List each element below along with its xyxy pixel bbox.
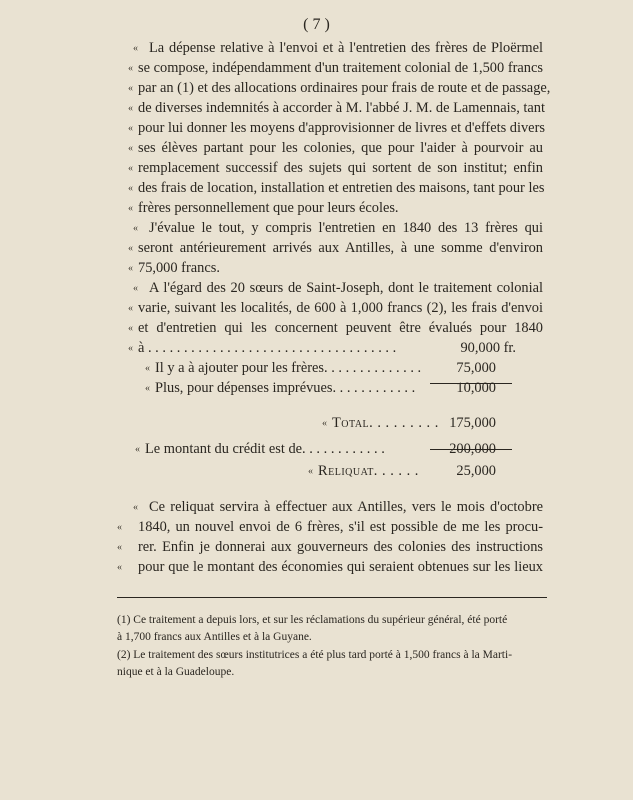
text-line: La dépense relative à l'envoi et à l'entretien des frères de Ploërmel <box>149 40 543 56</box>
text-line: se compose, indépendamment d'un traitement colonial de 1,500 francs <box>138 60 543 76</box>
credit-amount: 200,000 <box>449 441 496 457</box>
text-line: pour lui donner les moyens d'approvisionner de livres et d'effets divers <box>138 120 545 136</box>
account-amount: 75,000 <box>456 360 496 376</box>
quote-mark: « <box>308 466 313 477</box>
quote-mark: « <box>128 163 133 174</box>
text-line: de diverses indemnités à accorder à M. l'abbé J. M. de Lamennais, tant <box>138 100 545 116</box>
quote-mark: « <box>322 418 327 429</box>
quote-mark: « <box>128 303 133 314</box>
footnote-line: (2) Le traitement des sœurs institutrices a été plus tard porté à 1,500 francs à la Marti- <box>117 649 513 661</box>
quote-mark: « <box>145 363 150 374</box>
quote-mark: « <box>133 502 138 513</box>
quote-mark: « <box>117 542 122 553</box>
sum-rule <box>430 383 512 384</box>
quote-mark: « <box>128 243 133 254</box>
account-amount: 90,000 fr. <box>460 340 516 356</box>
text-line: A l'égard des 20 sœurs de Saint-Joseph, dont le traitement colonial <box>149 280 543 296</box>
quote-mark: « <box>128 83 133 94</box>
quote-mark: « <box>128 263 133 274</box>
quote-mark: « <box>117 562 122 573</box>
quote-mark: « <box>128 183 133 194</box>
credit-label: Le montant du crédit est de. . . . . . . . . . . . <box>145 441 385 457</box>
reliquat-amount: 25,000 <box>456 463 496 479</box>
account-label: Plus, pour dépenses imprévues. . . . . . . . . . . . <box>155 380 416 396</box>
quote-mark: « <box>128 103 133 114</box>
text-line: rer. Enfin je donnerai aux gouverneurs des colonies des instructions <box>138 539 543 555</box>
quote-mark: « <box>135 444 140 455</box>
quote-mark: « <box>133 283 138 294</box>
quote-mark: « <box>145 383 150 394</box>
account-amount: 10,000 <box>456 380 496 396</box>
footnote-line: nique et à la Guadeloupe. <box>117 666 235 678</box>
total-label: Total. . . . . . . . . <box>332 415 439 431</box>
footnote-line: (1) Ce traitement a depuis lors, et sur les réclamations du supérieur général, été porté <box>117 614 508 626</box>
text-line: J'évalue le tout, y compris l'entretien en 1840 des 13 frères qui <box>149 220 543 236</box>
text-line: remplacement successif des sujets qui sortent de son institut; enfin <box>138 160 543 176</box>
footnote-rule <box>117 597 547 598</box>
reliquat-label: Reliquat. . . . . . <box>318 463 419 479</box>
account-label: Il y a à ajouter pour les frères. . . . . . . . . . . . . . <box>155 360 422 376</box>
text-line: 1840, un nouvel envoi de 6 frères, s'il est possible de me les procu- <box>138 519 543 535</box>
text-line: et d'entretien qui les concernent peuvent être évalués pour 1840 <box>138 320 543 336</box>
text-line: seront antérieurement arrivés aux Antilles, à une somme d'environ <box>138 240 543 256</box>
quote-mark: « <box>133 223 138 234</box>
quote-mark: « <box>128 123 133 134</box>
text-line: pour que le montant des économies qui seraient obtenues sur les lieux <box>138 559 543 575</box>
footnote-line: à 1,700 francs aux Antilles et à la Guyane. <box>117 631 312 643</box>
text-line: ses élèves partant pour les colonies, que pour l'aider à pourvoir au <box>138 140 543 156</box>
text-line: par an (1) et des allocations ordinaires pour frais de route et de passage, <box>138 80 551 96</box>
difference-rule <box>430 449 512 450</box>
quote-mark: « <box>128 323 133 334</box>
text-line: frères personnellement que pour leurs écoles. <box>138 200 399 216</box>
quote-mark: « <box>128 143 133 154</box>
account-label: à . . . . . . . . . . . . . . . . . . . . . . . . . . . . . . . . . . . <box>138 340 397 356</box>
text-line: varie, suivant les localités, de 600 à 1,000 francs (2), les frais d'envoi <box>138 300 543 316</box>
quote-mark: « <box>128 203 133 214</box>
text-line: 75,000 francs. <box>138 260 220 276</box>
quote-mark: « <box>128 63 133 74</box>
quote-mark: « <box>133 43 138 54</box>
quote-mark: « <box>117 522 122 533</box>
total-amount: 175,000 <box>449 415 496 431</box>
text-line: Ce reliquat servira à effectuer aux Antilles, vers le mois d'octobre <box>149 499 543 515</box>
text-line: des frais de location, installation et entretien des maisons, tant pour les <box>138 180 545 196</box>
page-number: ( 7 ) <box>303 16 330 33</box>
quote-mark: « <box>128 343 133 354</box>
